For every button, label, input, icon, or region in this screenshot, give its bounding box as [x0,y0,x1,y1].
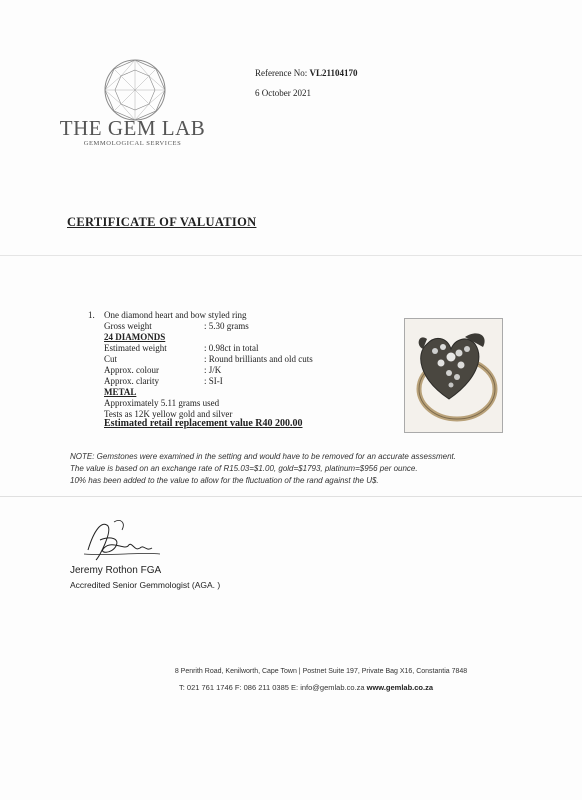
diamonds-heading: 24 DIAMONDS [104,332,166,342]
spec-value: : J/K [204,365,222,375]
gross-weight-label: Gross weight [104,321,152,331]
paper-fold-line [0,255,582,256]
spec-label: Cut [104,354,118,364]
note-line: The value is based on an exchange rate of R15.03=$1.00, gold=$1793, platinum=$956 per ounce. [70,464,418,473]
spec-value: : SI-I [204,376,223,386]
spec-value: : Round brilliants and old cuts [204,354,313,364]
metal-line: Approximately 5.11 grams used [104,398,220,408]
item-number: 1. [88,310,95,320]
website-link[interactable]: www.gemlab.co.za [366,683,434,692]
spec-row [104,354,313,364]
reference-number: VL21104170 [309,68,358,78]
signature [80,510,170,570]
reference-label: Reference No: [255,68,308,78]
spec-label: Estimated weight [104,343,167,353]
signatory-role: Accredited Senior Gemmologist (AGA. ) [70,580,221,590]
metal-heading: METAL [104,387,137,397]
ring-photo [404,318,503,433]
signatory-name: Jeremy Rothon FGA [70,565,162,576]
spec-value: : 0.98ct in total [204,343,259,353]
estimated-value: Estimated retail replacement value R40 200.00 [104,418,303,429]
gross-weight-value: : 5.30 grams [204,321,249,331]
item-description: One diamond heart and bow styled ring [104,310,247,320]
contact-details: T: 021 761 1746 F: 086 211 0385 E: info@gemlab.co.za [178,683,365,692]
brand-name: THE GEM LAB [59,116,206,140]
brand-tagline: GEMMOLOGICAL SERVICES [83,140,182,147]
spec-row [104,365,221,375]
note-line: 10% has been added to the value to allow for the fluctuation of the rand against the U$. [70,476,379,485]
footer-address: 8 Penrith Road, Kenilworth, Cape Town | Postnet Suite 197, Private Bag X16, Constantia 7848 [174,668,468,675]
note-line: NOTE: Gemstones were examined in the setting and would have to be removed for an accurate assessment. [70,452,456,461]
gross-weight-row [104,321,249,331]
spec-row [104,343,259,353]
spec-row [104,376,223,386]
footer-contact [0,683,582,692]
paper-fold-line [0,496,582,497]
page-title: CERTIFICATE OF VALUATION [67,215,257,229]
certificate-date: 6 October 2021 [255,88,311,98]
metal-line: Tests as 12K yellow gold and silver [104,409,233,419]
reference-line [255,68,358,78]
spec-label: Approx. colour [104,365,159,375]
spec-label: Approx. clarity [104,376,159,386]
